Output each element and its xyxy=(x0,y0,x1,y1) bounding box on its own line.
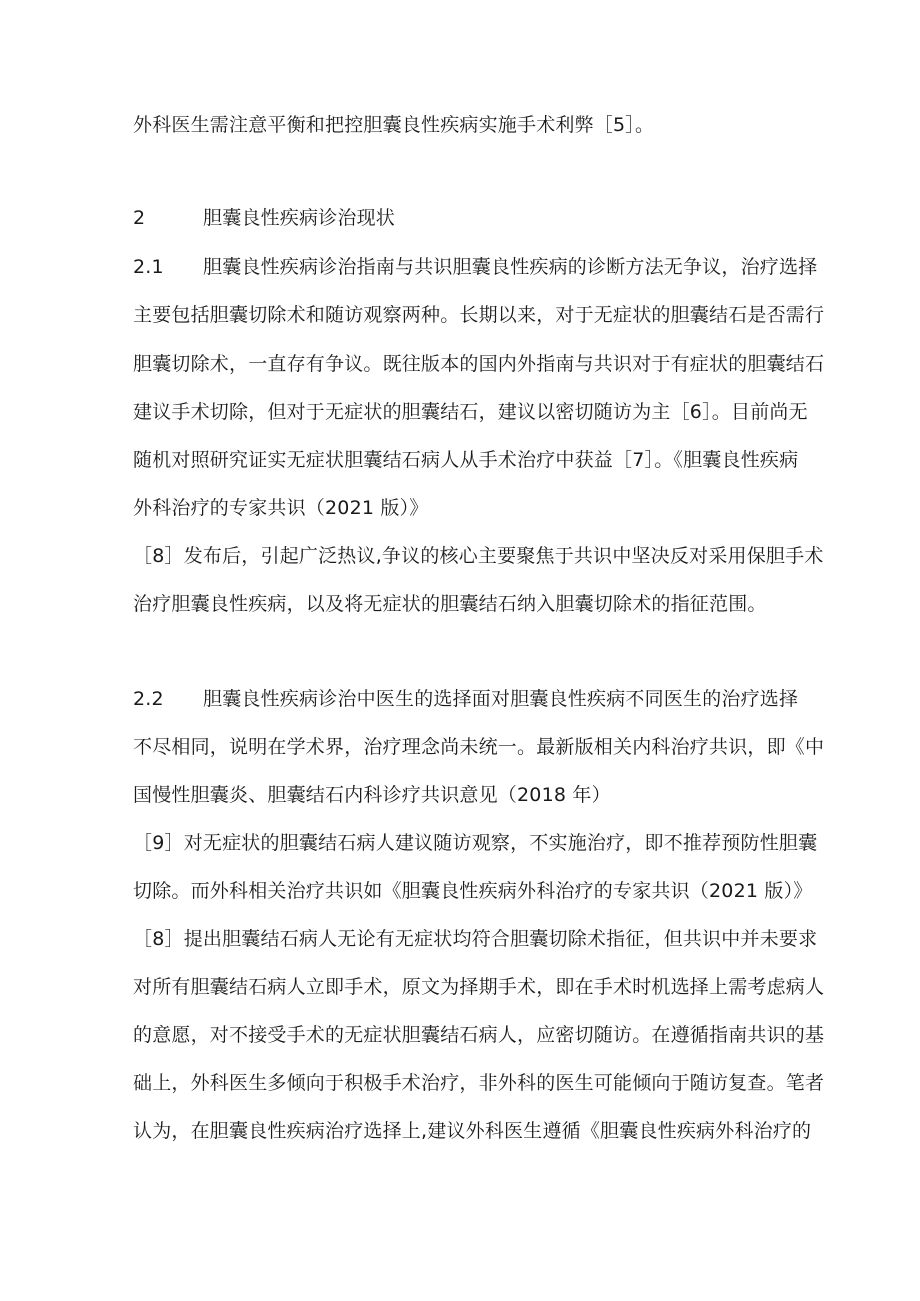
text-line: 外科治疗的专家共识（2021 版）》 xyxy=(133,497,429,519)
text-line: ［8］提出胆囊结石病人无论有无症状均符合胆囊切除术指征，但共识中并未要求 xyxy=(133,928,818,950)
section-title: 胆囊良性疾病诊治现状 xyxy=(203,207,396,229)
text-line: 的意愿，对不接受手术的无症状胆囊结石病人，应密切随访。在遵循指南共识的基 xyxy=(133,1024,825,1046)
text-line: 治疗胆囊良性疾病，以及将无症状的胆囊结石纳入胆囊切除术的指征范围。 xyxy=(133,593,767,615)
subsection-heading-line xyxy=(133,686,798,712)
section-number: 2 xyxy=(133,207,146,229)
text-line: ［8］发布后，引起广泛热议,争议的核心主要聚焦于共识中坚决反对采用保胆手术 xyxy=(133,545,824,567)
text-line: 随机对照研究证实无症状胆囊结石病人从手术治疗中获益［7］。《胆囊良性疾病 xyxy=(133,449,799,471)
section-heading xyxy=(133,205,395,231)
text-line: 外科医生需注意平衡和把控胆囊良性疾病实施手术利弊［5］。 xyxy=(133,114,655,136)
text-line: 认为，在胆囊良性疾病治疗选择上,建议外科医生遵循《胆囊良性疾病外科治疗的 xyxy=(133,1120,812,1142)
text-line: 不尽相同，说明在学术界，治疗理念尚未统一。最新版相关内科治疗共识，即《中 xyxy=(133,736,825,758)
text-line: 国慢性胆囊炎、胆囊结石内科诊疗共识意见（2018 年） xyxy=(133,784,611,806)
subsection-first-line: 胆囊良性疾病诊治中医生的选择面对胆囊良性疾病不同医生的治疗选择 xyxy=(203,688,799,710)
subsection-number: 2.2 xyxy=(133,688,164,710)
text-line: 建议手术切除，但对于无症状的胆囊结石，建议以密切随访为主［6］。目前尚无 xyxy=(133,401,808,423)
text-line: 主要包括胆囊切除术和随访观察两种。长期以来，对于无症状的胆囊结石是否需行 xyxy=(133,304,825,326)
text-line: 切除。而外科相关治疗共识如《胆囊良性疾病外科治疗的专家共识（2021 版）》 xyxy=(133,880,813,902)
subsection-first-line: 胆囊良性疾病诊治指南与共识胆囊良性疾病的诊断方法无争议，治疗选择 xyxy=(203,256,818,278)
subsection-number: 2.1 xyxy=(133,256,164,278)
text-line: 础上，外科医生多倾向于积极手术治疗，非外科的医生可能倾向于随访复查。笔者 xyxy=(133,1072,825,1094)
subsection-heading-line xyxy=(133,254,817,280)
text-line: 对所有胆囊结石病人立即手术，原文为择期手术，即在手术时机选择上需考虑病人 xyxy=(133,976,825,998)
text-line: ［9］对无症状的胆囊结石病人建议随访观察，不实施治疗，即不推荐预防性胆囊 xyxy=(133,832,818,854)
text-line: 胆囊切除术，一直存有争议。既往版本的国内外指南与共识对于有症状的胆囊结石 xyxy=(133,353,825,375)
